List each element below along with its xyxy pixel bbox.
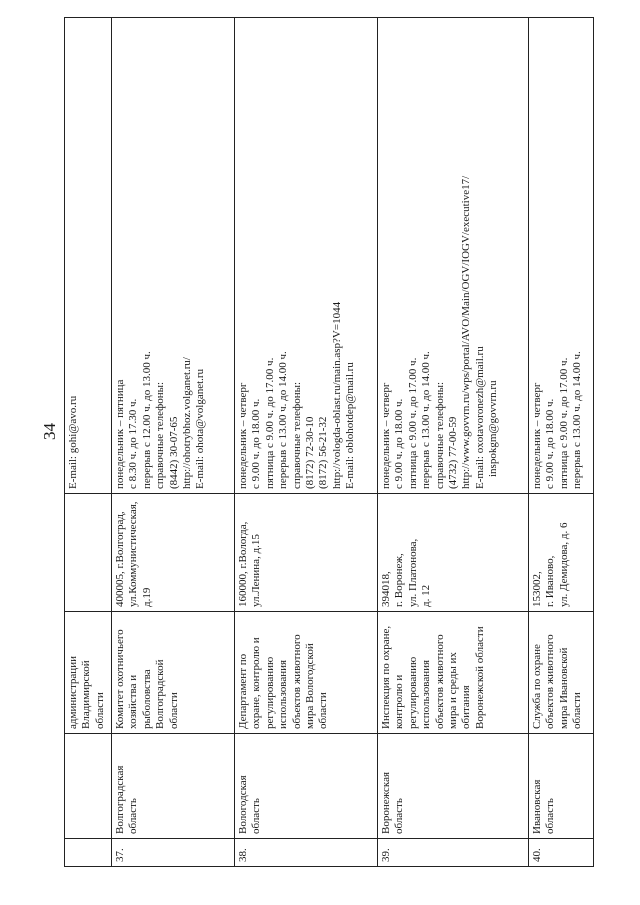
table-row xyxy=(378,18,529,867)
cell-line: области xyxy=(571,692,584,729)
table-row xyxy=(529,18,594,867)
rotated-table-container xyxy=(64,17,584,867)
cell-line: д.19 xyxy=(140,587,153,607)
cell-line: Департамент по xyxy=(237,653,249,729)
cell-line: г. Иваново, xyxy=(544,555,557,607)
cell-address xyxy=(529,494,594,612)
cell-line: (8442) 30-07-65 xyxy=(167,416,180,489)
cell-line: Инспекция по охране, xyxy=(380,625,392,729)
cell-line: ул. Платонова, xyxy=(406,538,419,607)
table-row xyxy=(112,18,235,867)
cell-line: Ивановская xyxy=(531,779,543,834)
cell-number: 37. xyxy=(112,839,235,867)
cell-line[interactable]: E-mail: oxotavoronezh@mail.ru xyxy=(473,346,486,489)
cell-region xyxy=(65,734,112,839)
cell-line: рыболовства xyxy=(140,669,153,729)
cell-line[interactable]: inspokgm@govvrn.ru xyxy=(487,380,500,477)
cell-line: область xyxy=(393,798,406,834)
cell-line: область xyxy=(250,798,263,834)
cell-line: перерыв с 13.00 ч. до 14.00 ч. xyxy=(571,351,584,489)
cell-line: объектов животного xyxy=(433,634,446,729)
cell-line: пятница с 9.00 ч. до 17.00 ч. xyxy=(406,357,419,489)
cell-line: ул.Ленина, д.15 xyxy=(250,534,263,607)
cell-line: понедельник – четверг xyxy=(237,382,249,489)
cell-line: ул.Коммунистическая, xyxy=(127,501,140,607)
cell-line: мира и среды их xyxy=(447,652,460,729)
cell-agency xyxy=(235,612,378,734)
agency-table xyxy=(64,17,594,867)
cell-line: справочные телефоны: xyxy=(433,381,446,489)
cell-region xyxy=(378,734,529,839)
cell-line: понедельник – четверг xyxy=(531,382,543,489)
cell-line: области xyxy=(167,692,180,729)
cell-line: 160000, г.Вологда, xyxy=(237,521,249,607)
cell-line: Волгоградская xyxy=(114,765,126,834)
cell-line: перерыв с 13.00 ч. до 14.00 ч. xyxy=(420,351,433,489)
cell-line: перерыв с 12.00 ч. до 13.00 ч. xyxy=(140,351,153,489)
cell-schedule xyxy=(65,18,112,494)
cell-line: понедельник – пятница xyxy=(114,379,126,489)
cell-line: с 9.00 ч. до 18.00 ч. xyxy=(544,398,557,489)
cell-line: объектов животного xyxy=(544,634,557,729)
cell-line: пятница с 9.00 ч. до 17.00 ч. xyxy=(263,357,276,489)
cell-line: хозяйства и xyxy=(127,674,140,729)
cell-line: Комитет охотничьего xyxy=(114,629,126,729)
table-row xyxy=(65,18,112,867)
cell-line: охране, контролю и xyxy=(250,637,263,729)
cell-line: область xyxy=(544,798,557,834)
cell-line: д. 12 xyxy=(420,584,433,607)
cell-address xyxy=(378,494,529,612)
cell-region xyxy=(235,734,378,839)
page-number: 34 xyxy=(40,423,59,440)
cell-line: справочные телефоны: xyxy=(154,381,167,489)
cell-line: 153002, xyxy=(531,571,543,607)
cell-address xyxy=(65,494,112,612)
cell-line: мира Ивановской xyxy=(557,647,570,729)
cell-line: Воронежской области xyxy=(473,626,486,729)
cell-line: использования xyxy=(277,659,290,729)
cell-line: с 9.00 ч. до 18.00 ч. xyxy=(250,398,263,489)
cell-number: 38. xyxy=(235,839,378,867)
cell-line: объектов животного xyxy=(290,634,303,729)
cell-region xyxy=(112,734,235,839)
cell-schedule xyxy=(378,18,529,494)
cell-line: мира Вологодской xyxy=(304,643,317,729)
cell-line: пятница с 9.00 ч. до 17.00 ч. xyxy=(557,357,570,489)
cell-line: с 9.00 ч. до 18.00 ч. xyxy=(393,398,406,489)
cell-line: область xyxy=(127,798,140,834)
cell-line: (8172) 56-21-32 xyxy=(317,416,330,489)
cell-line: Вологодская xyxy=(237,775,249,834)
cell-agency xyxy=(529,612,594,734)
cell-agency xyxy=(378,612,529,734)
cell-agency xyxy=(112,612,235,734)
cell-line: области xyxy=(317,692,330,729)
cell-schedule xyxy=(529,18,594,494)
cell-line: 394018, xyxy=(380,571,392,607)
cell-line: ул. Демидова, д. 6 xyxy=(557,522,570,607)
cell-number: 39. xyxy=(378,839,529,867)
cell-address xyxy=(235,494,378,612)
cell-schedule xyxy=(112,18,235,494)
cell-address xyxy=(112,494,235,612)
cell-line[interactable]: E-mail: ohota@volganet.ru xyxy=(194,368,207,489)
cell-line: понедельник – четверг xyxy=(380,382,392,489)
cell-line: справочные телефоны: xyxy=(290,381,303,489)
cell-line: 400005, г.Волгоград, xyxy=(114,511,126,607)
cell-line: Воронежская xyxy=(380,771,392,834)
cell-line: регулированию xyxy=(263,656,276,729)
cell-line[interactable]: http://vologda-oblast.ru/main.asp?V=1044 xyxy=(330,301,343,489)
cell-line: использования xyxy=(420,659,433,729)
cell-number: 40. xyxy=(529,839,594,867)
cell-line[interactable]: http://ohotrybhoz.volganet.ru/ xyxy=(181,357,194,489)
cell-line: Служба по охране xyxy=(531,644,543,729)
cell-line[interactable]: http://www.govvrn.ru/wps/portal/AVO/Main/OGV/IOGV/executive17/ xyxy=(460,175,473,489)
cell-line: регулированию xyxy=(406,656,419,729)
cell-line: обитания xyxy=(460,685,473,729)
cell-line: г. Воронеж, xyxy=(393,553,406,607)
cell-line: контролю и xyxy=(393,674,406,729)
cell-line: (4732) 77-00-59 xyxy=(447,416,460,489)
cell-line: Владимирской xyxy=(80,660,93,729)
cell-number xyxy=(65,839,112,867)
cell-agency xyxy=(65,612,112,734)
cell-line: перерыв с 13.00 ч. до 14.00 ч. xyxy=(277,351,290,489)
cell-line: (8172) 72-30-10 xyxy=(304,416,317,489)
cell-line: Волгоградской xyxy=(154,659,167,729)
cell-line: администрации xyxy=(67,656,79,729)
cell-line[interactable]: E-mail: gohi@avo.ru xyxy=(67,395,79,489)
cell-line[interactable]: E-mail: oblohotdep@mail.ru xyxy=(344,362,357,489)
cell-line: области xyxy=(93,692,106,729)
table-row xyxy=(235,18,378,867)
cell-region xyxy=(529,734,594,839)
cell-line: с 8.30 ч. до 17.30 ч. xyxy=(127,398,140,489)
cell-schedule xyxy=(235,18,378,494)
